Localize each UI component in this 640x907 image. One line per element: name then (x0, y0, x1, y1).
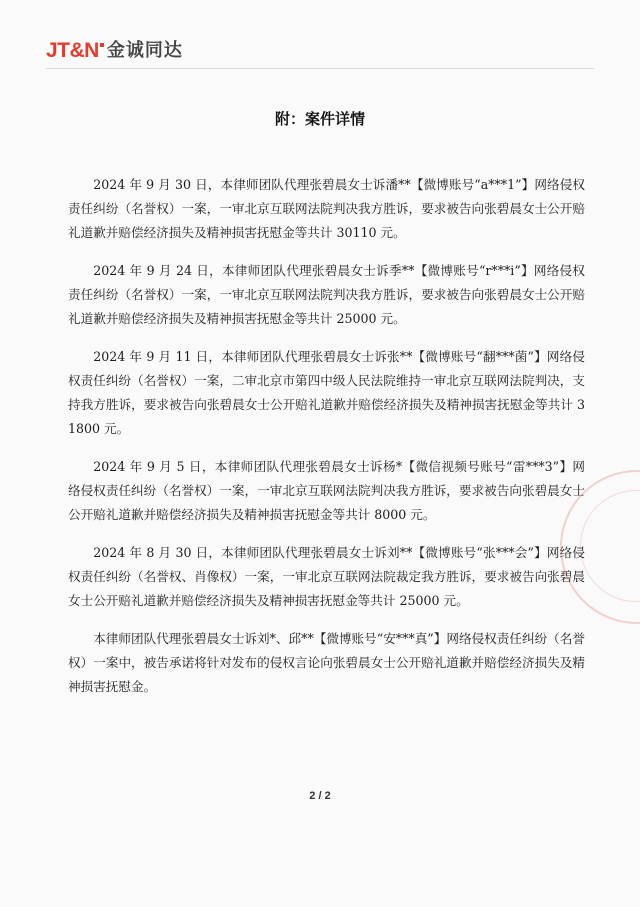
logo-english: JT&N (46, 39, 99, 62)
case-paragraph-1: 2024 年 9 月 30 日，本律师团队代理张碧晨女士诉潘**【微博账号“a***1”】网络侵权责任纠纷（名誉权）一案，一审北京互联网法院判决我方胜诉，要求被告向张碧晨女士公开赔礼道歉并赔偿经济损失及精神损害抚慰金等共计 30110 元。 (68, 177, 585, 240)
case-paragraph-2: 2024 年 9 月 24 日，本律师团队代理张碧晨女士诉季**【微博账号“r***i”】网络侵权责任纠纷（名誉权）一案，一审北京互联网法院判决我方胜诉，要求被告向张碧晨女士公开赔礼道歉并赔偿经济损失及精神损害抚慰金等共计 25000 元。 (68, 263, 585, 326)
case-paragraph-4: 2024 年 9 月 5 日，本律师团队代理张碧晨女士诉杨*【微信视频号账号“雷***3”】网络侵权责任纠纷（名誉权）一案，一审北京互联网法院判决我方胜诉，要求被告向张碧晨女士公开赔礼道歉并赔偿经济损失及精神损害抚慰金等共计 8000 元。 (68, 459, 585, 522)
logo-chinese: 金诚同达 (106, 39, 183, 61)
case-paragraph-6: 本律师团队代理张碧晨女士诉刘*、邱**【微博账号“安***真”】网络侵权责任纠纷（名誉权）一案中，被告承诺将针对发布的侵权言论向张碧晨女士公开赔礼道歉并赔偿经济损失及精神损害抚慰金。 (68, 631, 585, 694)
case-paragraph-5: 2024 年 8 月 30 日，本律师团队代理张碧晨女士诉刘**【微博账号“张***会”】网络侵权责任纠纷（名誉权、肖像权）一案，一审北京互联网法院裁定我方胜诉，要求被告向张碧晨女士公开赔礼道歉并赔偿经济损失及精神损害抚慰金等共计 25000 元。 (68, 545, 585, 608)
firm-logo (46, 40, 183, 61)
case-details-body (68, 173, 585, 713)
case-paragraph-3: 2024 年 9 月 11 日，本律师团队代理张碧晨女士诉张**【微博账号“翻***菌”】网络侵权责任纠纷（名誉权）一案，二审北京市第四中级人民法院维持一审北京互联网法院判决，支持我方胜诉，要求被告向张碧晨女士公开赔礼道歉并赔偿经济损失及精神损害抚慰金等共计 31800 元。 (68, 349, 585, 436)
letterhead (0, 0, 640, 70)
header-divider (46, 68, 594, 69)
logo-dot-mark (100, 43, 104, 47)
document-title: 附：案件详情 (274, 110, 365, 128)
page-number: 2 / 2 (309, 790, 331, 802)
seal-inner-ring (580, 490, 640, 602)
